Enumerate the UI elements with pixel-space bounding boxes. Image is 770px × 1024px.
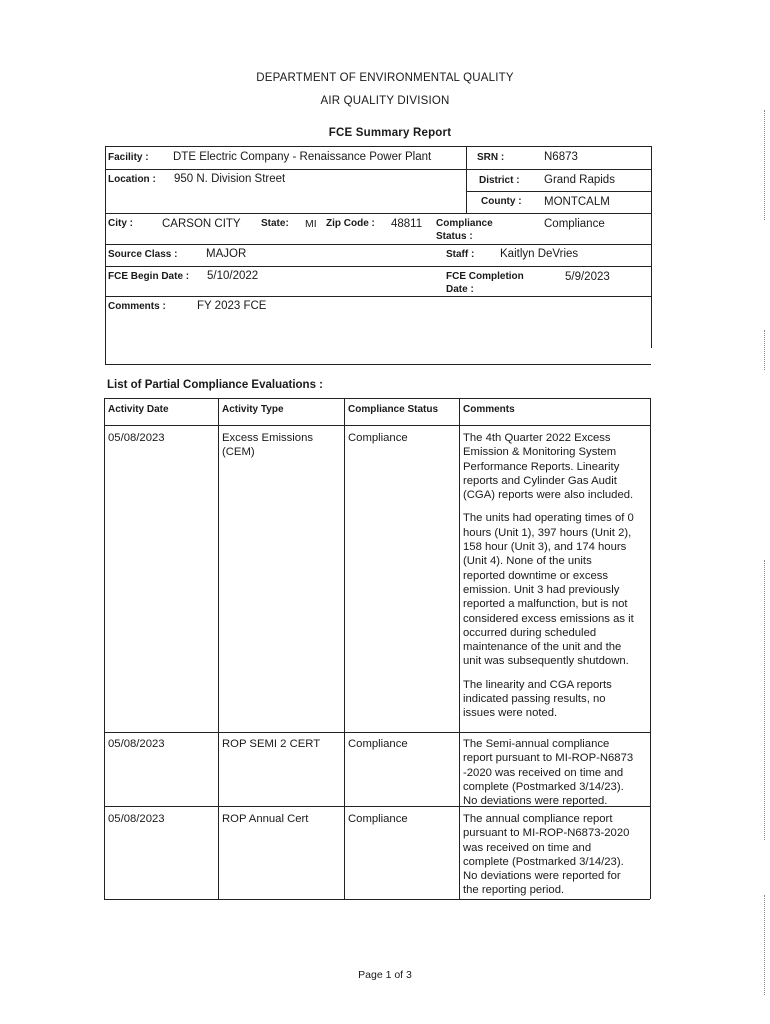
fce-completion-label-2: Date : xyxy=(446,284,474,295)
srn-value: N6873 xyxy=(544,151,578,163)
scan-margin-mark xyxy=(764,560,765,840)
department-heading: DEPARTMENT OF ENVIRONMENTAL QUALITY xyxy=(256,72,514,84)
row-type-line1: Excess Emissions xyxy=(222,432,314,444)
division-heading: AIR QUALITY DIVISION xyxy=(320,95,450,107)
compliance-status-value: Compliance xyxy=(544,218,605,230)
compliance-status-label-1: Compliance xyxy=(436,218,493,229)
row-comments: The 4th Quarter 2022 Excess Emission & Monitoring System Performance Reports. Linearity reports and Cylinder Gas Audit (CGA) reports were also included. The units had operating times of 0 hours (Unit 1), 397 hours (Unit 2), 158 hour (Unit 3), and 174 hours (Unit 4). None of the units reported downtime or excess emission. Unit 3 had previously reported a malfunction, but is not considered excess emissions as it occurred during scheduled maintenance of the unit and the unit was subsequently shutdown. The linearity and CGA reports indicated passing results, no issues were noted. xyxy=(463,432,634,720)
report-title: FCE Summary Report xyxy=(328,127,452,139)
staff-label: Staff : xyxy=(446,249,475,260)
source-class-value: MAJOR xyxy=(206,248,247,260)
city-label: City : xyxy=(108,218,133,229)
district-label: District : xyxy=(479,175,520,186)
row-date: 05/08/2023 xyxy=(108,738,165,750)
row-status: Compliance xyxy=(348,813,408,825)
scan-margin-mark xyxy=(764,110,765,220)
row-type-line1: ROP SEMI 2 CERT xyxy=(222,738,321,750)
row-type-line2: (CEM) xyxy=(222,446,255,458)
row-date: 05/08/2023 xyxy=(108,432,165,444)
district-value: Grand Rapids xyxy=(544,174,615,186)
col-header-activity-type: Activity Type xyxy=(222,404,284,415)
row-date: 05/08/2023 xyxy=(108,813,165,825)
zip-value: 48811 xyxy=(391,218,423,230)
comments-label: Comments : xyxy=(108,301,166,312)
row-type-line1: ROP Annual Cert xyxy=(222,813,309,825)
state-label: State: xyxy=(261,218,289,229)
srn-label: SRN : xyxy=(477,152,505,163)
fce-begin-label: FCE Begin Date : xyxy=(108,271,190,282)
county-label: County : xyxy=(481,196,522,207)
fce-completion-value: 5/9/2023 xyxy=(565,271,610,283)
compliance-status-label-2: Status : xyxy=(436,231,473,242)
fce-completion-label-1: FCE Completion xyxy=(446,271,524,282)
state-value: MI xyxy=(305,218,317,230)
row-comments: The Semi-annual compliance report pursuant to MI-ROP-N6873 -2020 was received on time and complete (Postmarked 3/14/23). No deviations were reported. xyxy=(463,738,634,808)
page-number: Page 1 of 3 xyxy=(358,969,412,981)
comments-value: FY 2023 FCE xyxy=(197,300,267,312)
fce-begin-value: 5/10/2022 xyxy=(207,270,259,282)
col-header-compliance-status: Compliance Status xyxy=(348,404,439,415)
staff-value: Kaitlyn DeVries xyxy=(500,248,579,260)
scan-margin-mark xyxy=(764,895,765,995)
facility-name: DTE Electric Company - Renaissance Power Plant xyxy=(173,151,432,163)
facility-label: Facility : xyxy=(108,152,149,163)
pce-section-title: List of Partial Compliance Evaluations : xyxy=(107,379,323,391)
city-value: CARSON CITY xyxy=(162,218,241,230)
col-header-comments: Comments xyxy=(463,404,515,415)
row-status: Compliance xyxy=(348,738,408,750)
location-label: Location : xyxy=(108,174,156,185)
col-header-activity-date: Activity Date xyxy=(108,404,169,415)
source-class-label: Source Class : xyxy=(108,249,178,260)
scan-margin-mark xyxy=(764,330,765,370)
county-value: MONTCALM xyxy=(544,196,610,208)
row-comments: The annual compliance report pursuant to MI-ROP-N6873-2020 was received on time and complete (Postmarked 3/14/23). No deviations were reported for the reporting period. xyxy=(463,813,630,897)
row-status: Compliance xyxy=(348,432,408,444)
location-value: 950 N. Division Street xyxy=(174,173,286,185)
zip-label: Zip Code : xyxy=(326,218,375,229)
